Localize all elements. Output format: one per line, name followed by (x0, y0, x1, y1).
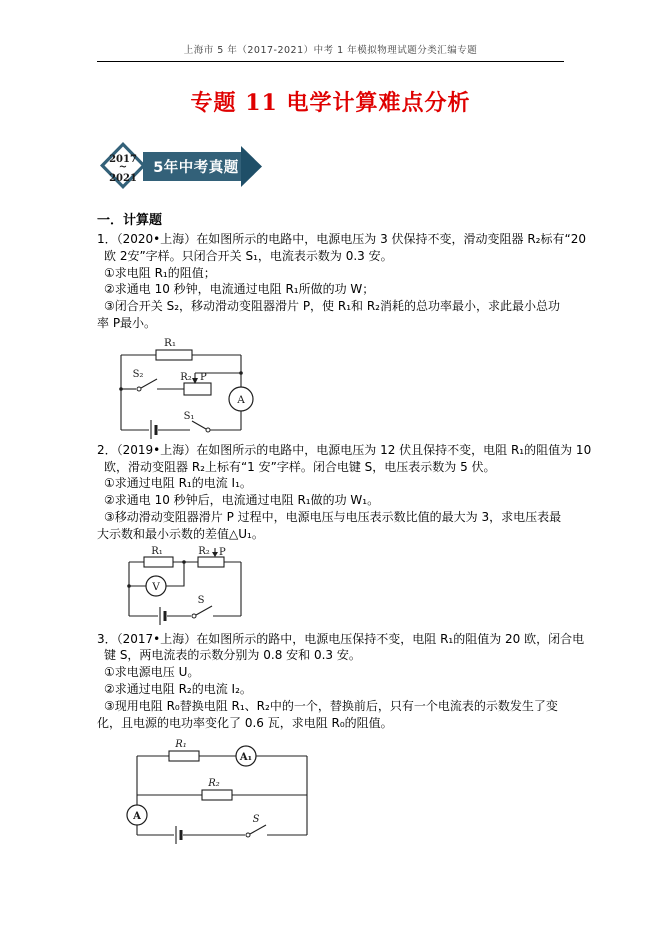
slider-arrow-icon (212, 552, 218, 557)
rheostat-r2 (198, 557, 224, 567)
slider-p-label: P (219, 546, 226, 558)
section-heading: 一．计算题 (97, 213, 163, 228)
badge-label: 5年中考真题 (153, 160, 239, 176)
voltmeter-label: V (152, 580, 160, 593)
problem-line: ①求通过电阻 R₁的电流 I₁。 (104, 476, 252, 491)
problem-1 (97, 231, 586, 439)
switch-s-blade (250, 825, 266, 834)
switch-s2-label: S₂ (132, 368, 144, 380)
page-header (97, 0, 564, 56)
problem-line: 键 S，两电流表的示数分别为 0.8 安和 0.3 安。 (104, 648, 361, 663)
problem-line: 3．（2017•上海）在如图所示的路中，电源电压保持不变，电阻 R₁的阻值为 20 欧，闭合电 (97, 631, 585, 646)
problem-line: 1．（2020•上海）在如图所示的电路中，电源电压为 3 伏保持不变，滑动变阻器 R₂标有“20 (97, 232, 586, 246)
switch-s-blade (196, 606, 212, 615)
problem-line: 2．（2019•上海）在如图所示的电路中，电源电压为 12 伏且保持不变，电阻 R₁的阻值为 10 (97, 442, 592, 457)
badge-arrow-icon (241, 146, 262, 187)
problem-line: 欧，滑动变阻器 R₂上标有“1 安”字样。闭合电键 S，电压表示数为 5 伏。 (104, 459, 496, 474)
ammeter-a1-label: A₁ (239, 752, 253, 764)
header-title: 上海市 5 年（2017-2021）中考 1 年模拟物理试题分类汇编专题 (183, 45, 478, 56)
problem-line: ①求电源电压 U。 (104, 665, 200, 680)
page-title: 专题 11 电学计算难点分析 (190, 90, 471, 116)
resistor-r1 (169, 751, 199, 761)
circuit-diagram-2 (111, 546, 564, 628)
junction-dot (127, 584, 131, 588)
circuit-diagram-3 (117, 735, 564, 849)
problem-line: ③闭合开关 S₂，移动滑动变阻器滑片 P，使 R₁和 R₂消耗的总功率最小，求此最小总功 (104, 299, 560, 314)
circuit-diagram-1 (113, 335, 564, 439)
problem-line: ②求通电 10 秒钟后，电流通过电阻 R₁做的功 W₁。 (104, 493, 380, 508)
badge-year-tilde: ~ (118, 162, 128, 173)
problem-line: ②求通电 10 秒钟，电流通过电阻 R₁所做的功 W； (104, 282, 375, 297)
switch-s-pivot (192, 614, 196, 618)
ammeter-label: A (237, 393, 245, 406)
badge-year-bottom: 2021 (109, 173, 137, 184)
exam-badge-graphic (99, 139, 269, 197)
problem-line: 率 P最小。 (97, 315, 157, 330)
resistor-r2 (202, 790, 232, 800)
switch-s-label: S (252, 814, 260, 826)
resistor-r2-label: R₂ (208, 778, 220, 790)
badge-year-top: 2017 (109, 154, 137, 165)
switch-s2-blade (141, 379, 157, 388)
exam-badge (99, 139, 564, 197)
rheostat-r2-label: R₂ (180, 371, 192, 383)
resistor-r1 (156, 350, 192, 360)
ammeter-a-label: A (133, 811, 141, 823)
problem-line: 化，且电源的电功率变化了 0.6 瓦，求电阻 R₀的阻值。 (97, 715, 393, 730)
switch-s1-label: S₁ (183, 410, 195, 422)
header-rule (97, 61, 564, 62)
problem-3 (97, 631, 585, 850)
resistor-r1-label: R₁ (175, 739, 187, 751)
problem-line: ①求电阻 R₁的阻值； (104, 265, 216, 280)
slider-p-label: P (200, 371, 207, 383)
switch-s2-pivot (137, 387, 141, 391)
resistor-r1 (144, 557, 173, 567)
junction-dot (119, 387, 123, 391)
problem-line: ③移动滑动变阻器滑片 P 过程中，电源电压与电压表示数比值的最大为 3，求电压表最 (104, 509, 562, 524)
rheostat-r2-label: R₂ (198, 545, 210, 557)
switch-s-label: S (197, 594, 205, 606)
problem-2 (97, 442, 592, 628)
switch-s1-blade (192, 421, 206, 429)
switch-s1-pivot (206, 428, 210, 432)
problem-line: ②求通过电阻 R₂的电流 I₂。 (104, 681, 252, 696)
rheostat-r2 (184, 383, 211, 395)
problem-line: 欧 2安”字样。只闭合开关 S₁，电流表示数为 0.3 安。 (104, 248, 393, 263)
switch-s-pivot (246, 833, 250, 837)
problem-line: 大示数和最小示数的差值△U₁。 (97, 526, 264, 541)
junction-dot (239, 371, 243, 375)
resistor-r1-label: R₁ (163, 336, 177, 349)
problem-line: ③现用电阻 R₀替换电阻 R₁、R₂中的一个，替换前后，只有一个电流表的示数发生了变 (104, 698, 558, 713)
resistor-r1-label: R₁ (151, 545, 163, 557)
